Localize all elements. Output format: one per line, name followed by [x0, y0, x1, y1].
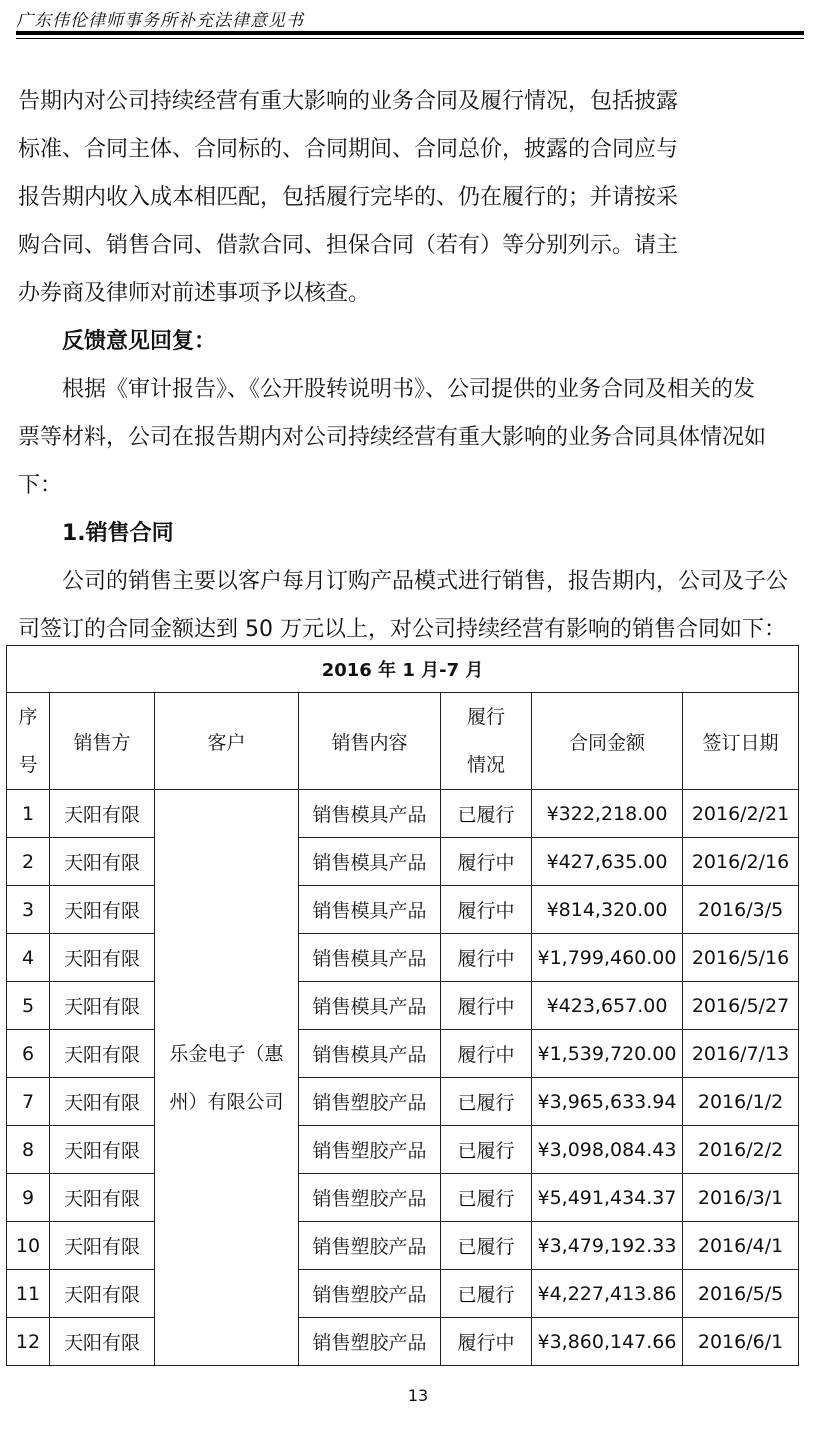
- cell-status: 已履行: [441, 1270, 532, 1318]
- section-line: 司签订的合同金额达到 50 万元以上，对公司持续经营有影响的销售合同如下：: [18, 617, 786, 642]
- header-status-line1: 履行: [466, 706, 505, 728]
- table-row: [7, 1030, 799, 1078]
- table-row: [7, 1126, 799, 1174]
- intro-line: 标准、合同主体、合同标的、合同期间、合同总价，披露的合同应与: [18, 137, 679, 162]
- cell-no: 2: [7, 838, 50, 886]
- cell-date: 2016/3/1: [683, 1174, 799, 1222]
- intro-line: 告期内对公司持续经营有重大影响的业务合同及履行情况，包括披露: [18, 89, 679, 114]
- header-rule-thick: [16, 31, 804, 35]
- cell-no: 8: [7, 1126, 50, 1174]
- cell-seller: 天阳有限: [50, 1318, 155, 1366]
- cell-no: 4: [7, 934, 50, 982]
- cell-status: 履行中: [441, 886, 532, 934]
- header-content: 销售内容: [299, 693, 441, 790]
- cell-customer: 乐金电子（惠州）有限公司: [155, 790, 299, 1366]
- header-rule-thin: [16, 38, 804, 39]
- cell-date: 2016/7/13: [683, 1030, 799, 1078]
- cell-status: 履行中: [441, 934, 532, 982]
- header-no-line2: 号: [18, 754, 38, 776]
- cell-seller: 天阳有限: [50, 1222, 155, 1270]
- table-row: [7, 790, 799, 838]
- cell-status: 履行中: [441, 838, 532, 886]
- cell-date: 2016/2/21: [683, 790, 799, 838]
- cell-amount: ¥423,657.00: [532, 982, 683, 1030]
- cell-amount: ¥814,320.00: [532, 886, 683, 934]
- cell-amount: ¥3,098,084.43: [532, 1126, 683, 1174]
- reply-heading: 反馈意见回复：: [62, 329, 217, 354]
- cell-date: 2016/3/5: [683, 886, 799, 934]
- cell-content: 销售塑胶产品: [299, 1222, 441, 1270]
- cell-amount: ¥3,479,192.33: [532, 1222, 683, 1270]
- cell-status: 已履行: [441, 1174, 532, 1222]
- cell-date: 2016/1/2: [683, 1078, 799, 1126]
- header-customer: 客户: [155, 693, 299, 790]
- cell-content: 销售模具产品: [299, 934, 441, 982]
- table-row: [7, 886, 799, 934]
- cell-seller: 天阳有限: [50, 982, 155, 1030]
- table-header-row: [7, 693, 799, 790]
- cell-date: 2016/5/5: [683, 1270, 799, 1318]
- cell-no: 3: [7, 886, 50, 934]
- intro-line: 购合同、销售合同、借款合同、担保合同（若有）等分别列示。请主: [18, 233, 679, 258]
- cell-status: 履行中: [441, 1318, 532, 1366]
- cell-no: 1: [7, 790, 50, 838]
- table-title-row: [7, 646, 799, 693]
- reply-line: 票等材料，公司在报告期内对公司持续经营有重大影响的业务合同具体情况如: [18, 425, 767, 450]
- cell-content: 销售模具产品: [299, 838, 441, 886]
- table-title: 2016 年 1 月-7 月: [7, 646, 799, 693]
- cell-content: 销售模具产品: [299, 982, 441, 1030]
- table-row: [7, 1318, 799, 1366]
- cell-no: 12: [7, 1318, 50, 1366]
- cell-content: 销售塑胶产品: [299, 1078, 441, 1126]
- header-status-line2: 情况: [466, 754, 505, 776]
- cell-date: 2016/4/1: [683, 1222, 799, 1270]
- cell-content: 销售模具产品: [299, 886, 441, 934]
- cell-no: 6: [7, 1030, 50, 1078]
- header-amount: 合同金额: [532, 693, 683, 790]
- table-row: [7, 1174, 799, 1222]
- cell-content: 销售模具产品: [299, 1030, 441, 1078]
- table-row: [7, 838, 799, 886]
- reply-line: 根据《审计报告》、《公开股转说明书》、公司提供的业务合同及相关的发: [62, 377, 756, 402]
- cell-content: 销售塑胶产品: [299, 1174, 441, 1222]
- cell-date: 2016/5/27: [683, 982, 799, 1030]
- table-row: [7, 1078, 799, 1126]
- header-seller: 销售方: [50, 693, 155, 790]
- table-row: [7, 1270, 799, 1318]
- cell-content: 销售塑胶产品: [299, 1126, 441, 1174]
- header-no-line1: 序: [18, 706, 38, 728]
- cell-status: 已履行: [441, 790, 532, 838]
- cell-no: 10: [7, 1222, 50, 1270]
- intro-line: 办券商及律师对前述事项予以核查。: [18, 281, 371, 306]
- cell-no: 11: [7, 1270, 50, 1318]
- cell-date: 2016/2/16: [683, 838, 799, 886]
- cell-seller: 天阳有限: [50, 886, 155, 934]
- reply-line: 下：: [18, 473, 63, 498]
- cell-amount: ¥1,799,460.00: [532, 934, 683, 982]
- cell-amount: ¥5,491,434.37: [532, 1174, 683, 1222]
- cell-no: 9: [7, 1174, 50, 1222]
- cell-status: 履行中: [441, 982, 532, 1030]
- cell-seller: 天阳有限: [50, 1174, 155, 1222]
- cell-status: 已履行: [441, 1222, 532, 1270]
- reply-section: [18, 318, 808, 654]
- cell-amount: ¥4,227,413.86: [532, 1270, 683, 1318]
- cell-seller: 天阳有限: [50, 1126, 155, 1174]
- cell-amount: ¥3,860,147.66: [532, 1318, 683, 1366]
- cell-content: 销售模具产品: [299, 790, 441, 838]
- cell-amount: ¥427,635.00: [532, 838, 683, 886]
- cell-date: 2016/2/2: [683, 1126, 799, 1174]
- cell-content: 销售塑胶产品: [299, 1318, 441, 1366]
- cell-seller: 天阳有限: [50, 838, 155, 886]
- intro-line: 报告期内收入成本相匹配，包括履行完毕的、仍在履行的；并请按采: [18, 185, 679, 210]
- cell-seller: 天阳有限: [50, 1078, 155, 1126]
- table-row: [7, 1222, 799, 1270]
- cell-status: 已履行: [441, 1078, 532, 1126]
- table-row: [7, 934, 799, 982]
- header-status: [441, 693, 532, 790]
- sales-contracts-table: [6, 645, 799, 1366]
- table-row: [7, 982, 799, 1030]
- page-number: 13: [407, 1386, 429, 1405]
- section-heading-sales-contracts: 1.销售合同: [62, 521, 174, 546]
- header-date: 签订日期: [683, 693, 799, 790]
- cell-status: 履行中: [441, 1030, 532, 1078]
- cell-amount: ¥1,539,720.00: [532, 1030, 683, 1078]
- section-line: 公司的销售主要以客户每月订购产品模式进行销售，报告期内，公司及子公: [62, 569, 789, 594]
- intro-paragraph: [18, 78, 808, 318]
- cell-no: 5: [7, 982, 50, 1030]
- cell-no: 7: [7, 1078, 50, 1126]
- cell-content: 销售塑胶产品: [299, 1270, 441, 1318]
- cell-date: 2016/6/1: [683, 1318, 799, 1366]
- cell-amount: ¥322,218.00: [532, 790, 683, 838]
- cell-date: 2016/5/16: [683, 934, 799, 982]
- cell-seller: 天阳有限: [50, 1270, 155, 1318]
- cell-seller: 天阳有限: [50, 1030, 155, 1078]
- cell-status: 已履行: [441, 1126, 532, 1174]
- cell-seller: 天阳有限: [50, 934, 155, 982]
- cell-seller: 天阳有限: [50, 790, 155, 838]
- cell-amount: ¥3,965,633.94: [532, 1078, 683, 1126]
- header-no: [7, 693, 50, 790]
- document-header-title: 广东伟伦律师事务所补充法律意见书: [16, 11, 304, 31]
